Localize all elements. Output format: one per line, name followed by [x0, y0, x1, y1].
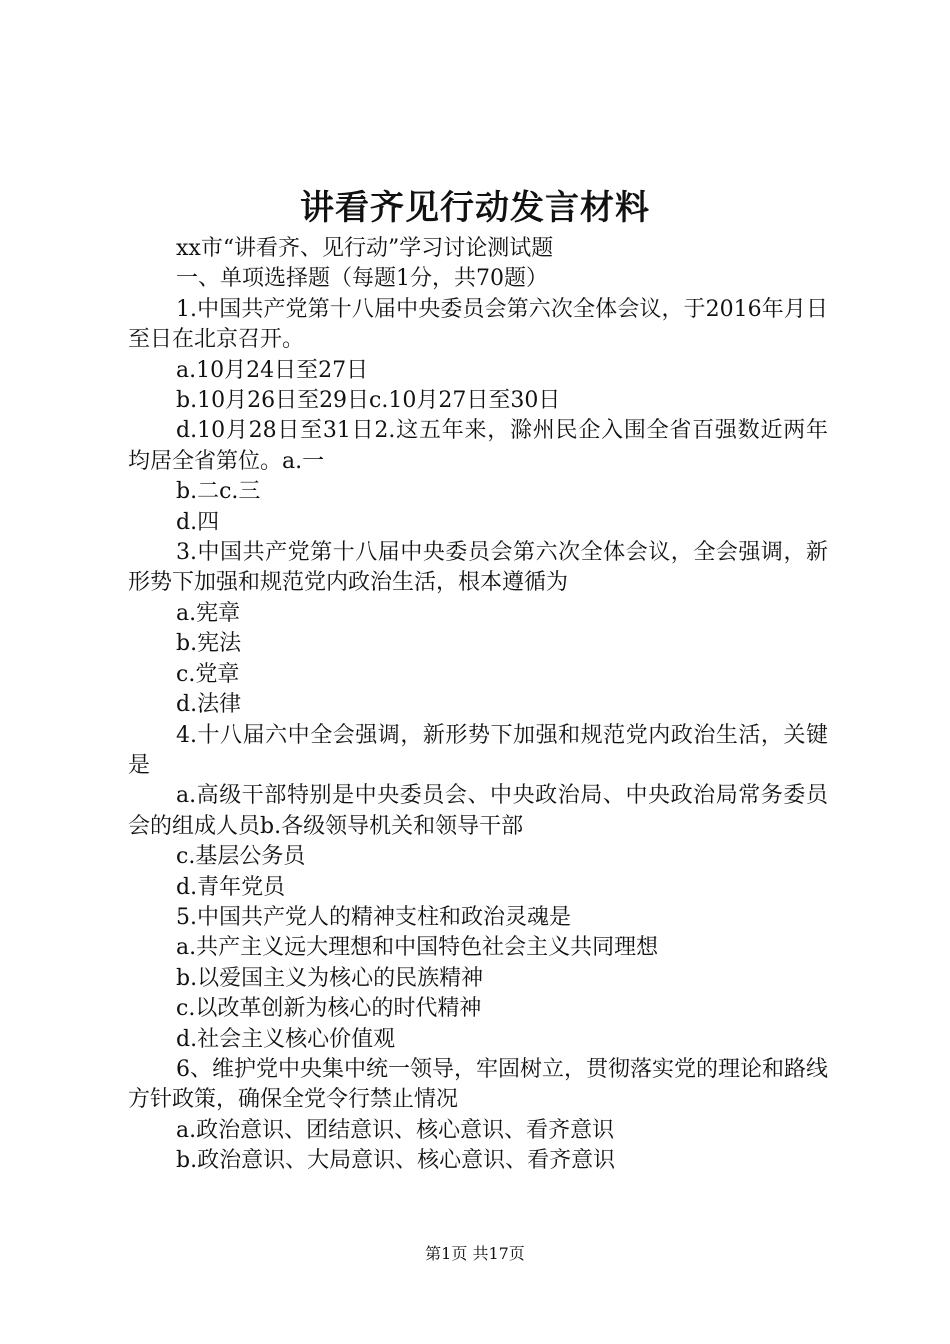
paragraph: b.宪法	[176, 631, 242, 657]
paragraph: b.二c.三	[176, 479, 261, 505]
paragraph: a.10月24日至27日	[176, 357, 369, 383]
paragraph: 5.中国共产党人的精神支柱和政治灵魂是	[176, 904, 571, 930]
paragraph: b.10月26日至29日c.10月27日至30日	[176, 388, 561, 414]
paragraph: c.党章	[176, 661, 240, 687]
document-title: 讲看齐见行动发言材料	[300, 188, 650, 228]
paragraph: xx市“讲看齐、见行动”学习讨论测试题	[176, 236, 554, 261]
paragraph: c.基层公务员	[176, 844, 306, 870]
paragraph: 1.中国共产党第十八届中央委员会第六次全体会议，于2016年月日至日在北京召开。	[128, 296, 828, 353]
paragraph: d.10月28日至31日2.这五年来，滁州民企入围全省百强数近两年均居全省第位。a.一	[128, 418, 828, 474]
paragraph: b.政治意识、大局意识、核心意识、看齐意识	[176, 1148, 616, 1174]
page-footer: 第1页 共17页	[425, 1244, 525, 1263]
paragraph: a.政治意识、团结意识、核心意识、看齐意识	[176, 1117, 615, 1143]
paragraph: d.四	[176, 509, 220, 535]
paragraph: d.法律	[176, 692, 242, 718]
paragraph: a.宪章	[176, 600, 241, 626]
paragraph: a.高级干部特别是中央委员会、中央政治局、中央政治局常务委员会的组成人员b.各级领导机关和领导干部	[128, 783, 828, 839]
paragraph: b.以爱国主义为核心的民族精神	[176, 965, 484, 991]
paragraph: 一、单项选择题（每题1分，共70题）	[176, 266, 548, 292]
paragraph: c.以改革创新为核心的时代精神	[176, 996, 482, 1022]
paragraph: d.青年党员	[176, 874, 286, 900]
paragraph: 6、维护党中央集中统一领导，牢固树立，贯彻落实党的理论和路线方针政策，确保全党令行禁止情况	[128, 1056, 828, 1113]
paragraph: 3.中国共产党第十八届中央委员会第六次全体会议，全会强调，新形势下加强和规范党内政治生活，根本遵循为	[128, 540, 828, 596]
paragraph: 4.十八届六中全会强调，新形势下加强和规范党内政治生活，关键是	[128, 722, 828, 778]
paragraph: d.社会主义核心价值观	[176, 1026, 396, 1052]
paragraph: a.共产主义远大理想和中国特色社会主义共同理想	[176, 935, 659, 961]
document-body	[128, 234, 828, 1177]
